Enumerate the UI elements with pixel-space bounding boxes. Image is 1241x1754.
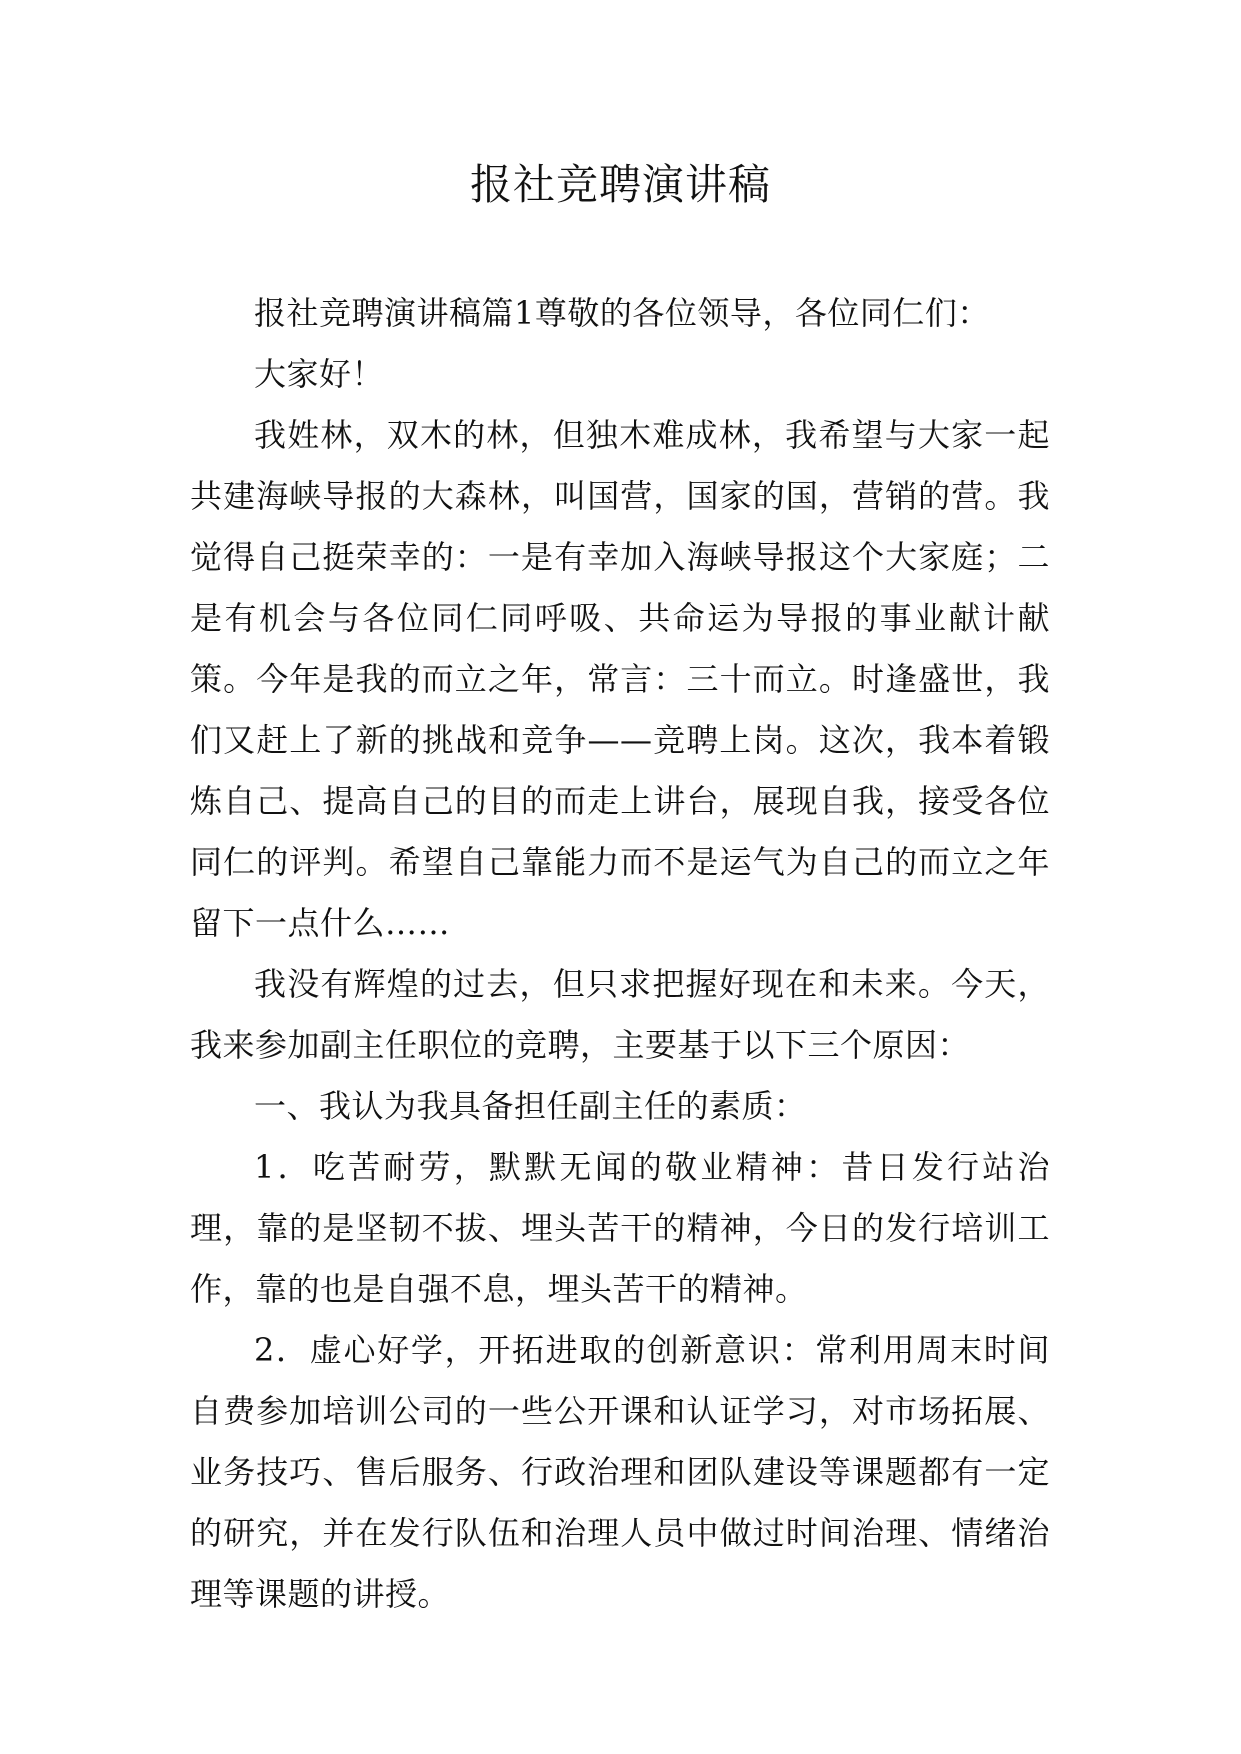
paragraph-reasons-intro: 我没有辉煌的过去，但只求把握好现在和未来。今天，我来参加副主任职位的竞聘，主要基于以下三个原因： xyxy=(190,965,1050,1064)
document-body xyxy=(190,283,1050,1625)
paragraph-point-two: 2．虚心好学，开拓进取的创新意识：常利用周末时间自费参加培训公司的一些公开课和认证学习，对市场拓展、业务技巧、售后服务、行政治理和团队建设等课题都有一定的研究，并在发行队伍和治理人员中做过时间治理、情绪治理等课题的讲授。 xyxy=(190,1331,1050,1613)
paragraph-hello: 大家好！ xyxy=(254,355,385,393)
document-title: 报社竞聘演讲稿 xyxy=(469,160,771,209)
paragraph-section-one: 一、我认为我具备担任副主任的素质： xyxy=(254,1087,807,1125)
paragraph-point-one: 1．吃苦耐劳，默默无闻的敬业精神：昔日发行站治理，靠的是坚韧不拔、埋头苦干的精神，今日的发行培训工作，靠的也是自强不息，埋头苦干的精神。 xyxy=(190,1148,1050,1308)
paragraph-greeting: 报社竞聘演讲稿篇1尊敬的各位领导，各位同仁们： xyxy=(254,294,990,332)
paragraph-introduction: 我姓林，双木的林，但独木难成林，我希望与大家一起共建海峡导报的大森林，叫国营，国家的国，营销的营。我觉得自己挺荣幸的：一是有幸加入海峡导报这个大家庭；二是有机会与各位同仁同呼吸、共命运为导报的事业献计献策。今年是我的而立之年，常言：三十而立。时逢盛世，我们又赶上了新的挑战和竞争——竞聘上岗。这次，我本着锻炼自己、提高自己的目的而走上讲台，展现自我，接受各位同仁的评判。希望自己靠能力而不是运气为自己的而立之年留下一点什么…… xyxy=(190,416,1050,942)
